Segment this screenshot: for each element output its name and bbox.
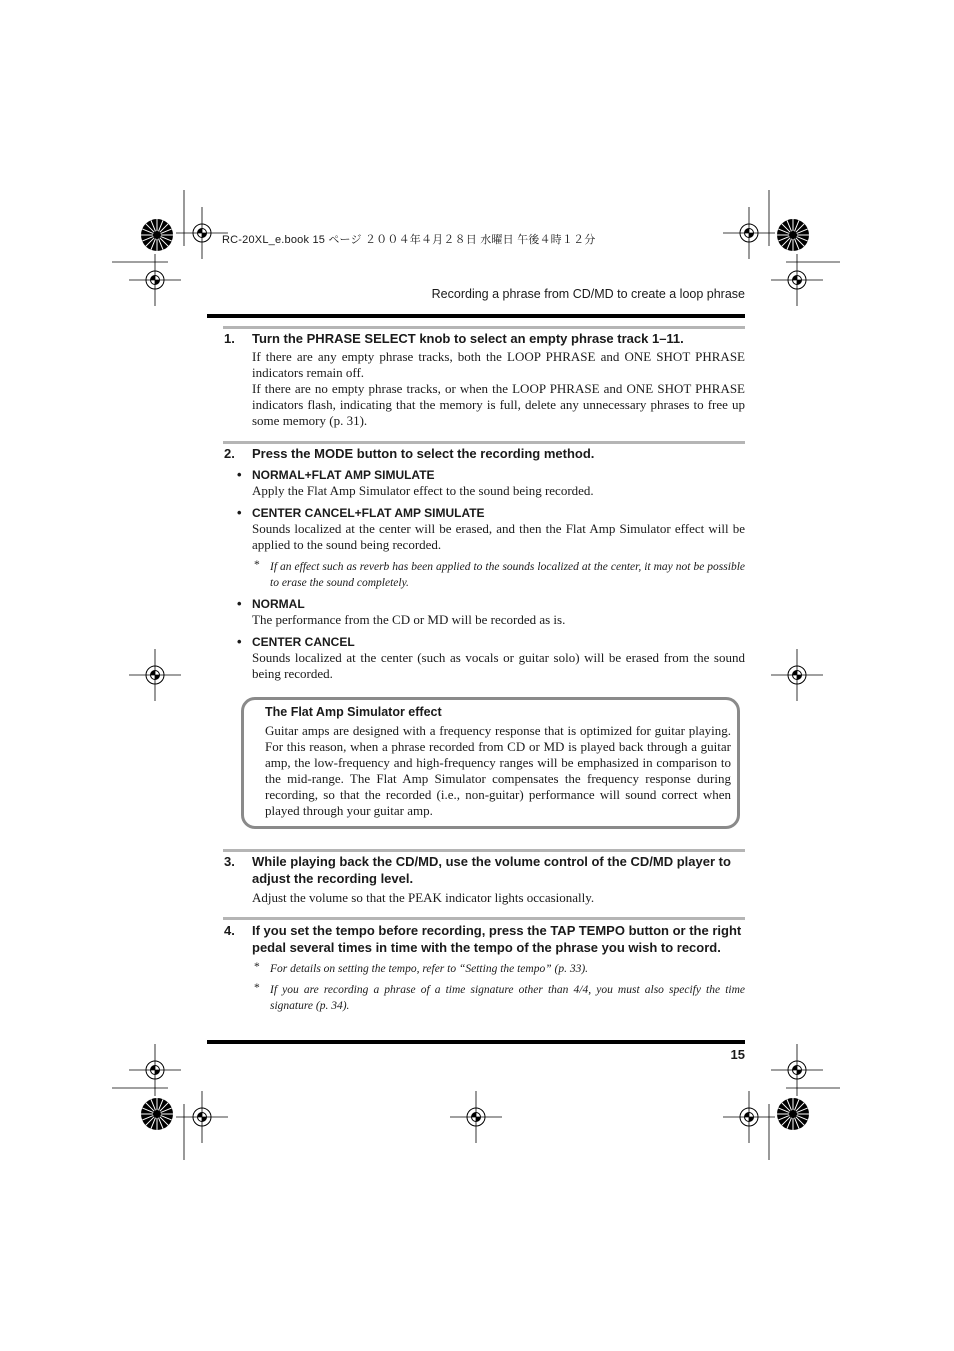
note-text: For details on setting the tempo, refer to “Setting the tempo” (p. 33). [270, 963, 589, 975]
running-head: Recording a phrase from CD/MD to create a loop phrase [431, 287, 745, 301]
option-description: Apply the Flat Amp Simulator effect to the sound being recorded. [252, 483, 594, 498]
step-separator [223, 441, 745, 444]
step-title: Press the MODE button to select the recording method. [252, 446, 595, 461]
bottom-rule [207, 1040, 745, 1044]
top-rule [207, 314, 745, 318]
option-name: CENTER CANCEL [252, 635, 355, 649]
bullet-icon: • [237, 596, 242, 611]
page-number: 15 [730, 1047, 745, 1062]
note-text: If an effect such as reverb has been applied to the sounds localized at the center, it may not be possible to erase the sound completely. [270, 561, 745, 589]
step-number: 4. [224, 923, 235, 938]
bullet-icon: • [237, 467, 242, 482]
step-title: While playing back the CD/MD, use the volume control of the CD/MD player to adjust the recording level. [252, 854, 731, 886]
callout-body: Guitar amps are designed with a frequency response that is optimized for guitar playing. For this reason, when a phrase recorded from CD or MD is played back through a guitar amp, the low-frequency and high-frequency ranges will be emphasized in comparison to the mid-range. The Flat Amp Simulator compensates the frequency response during recording, so that the recorded (i.e., non-guitar) performance will sound correct when played through your guitar amp. [265, 723, 731, 818]
step-title: Turn the PHRASE SELECT knob to select an empty phrase track 1–11. [252, 331, 684, 346]
step-body [252, 349, 745, 429]
option-name: NORMAL [252, 597, 305, 611]
step-separator [223, 917, 745, 920]
note-marker: * [254, 982, 260, 994]
note-marker: * [254, 961, 260, 973]
step-paragraph: If there are no empty phrase tracks, or when the LOOP PHRASE and ONE SHOT PHRASE indicators flash, indicating that the memory is full, delete any unnecessary phrases to free up some memory (p. 31). [252, 381, 745, 428]
crop-info-line: RC-20XL_e.book 15 ページ ２００４年４月２８日 水曜日 午後４時１２分 [222, 234, 596, 246]
note-marker: * [254, 559, 260, 571]
step-paragraph: If there are any empty phrase tracks, both the LOOP PHRASE and ONE SHOT PHRASE indicators remain off. [252, 349, 745, 380]
step-separator [223, 849, 745, 852]
option-description: Sounds localized at the center will be erased, and then the Flat Amp Simulator effect will be applied to the sound being recorded. [252, 521, 745, 552]
option-name: NORMAL+FLAT AMP SIMULATE [252, 468, 435, 482]
callout-title: The Flat Amp Simulator effect [265, 705, 442, 719]
bullet-icon: • [237, 634, 242, 649]
option-description: Sounds localized at the center (such as vocals or guitar solo) will be erased from the sound being recorded. [252, 650, 745, 681]
step-number: 3. [224, 854, 235, 869]
note-text: If you are recording a phrase of a time signature other than 4/4, you must also specify the time signature (p. 34). [270, 984, 745, 1012]
step-title: If you set the tempo before recording, press the TAP TEMPO button or the right pedal several times in time with the tempo of the phrase you wish to record. [252, 923, 742, 955]
step-paragraph: Adjust the volume so that the PEAK indicator lights occasionally. [252, 890, 595, 905]
option-description: The performance from the CD or MD will be recorded as is. [252, 612, 566, 627]
step-separator [223, 326, 745, 329]
option-name: CENTER CANCEL+FLAT AMP SIMULATE [252, 506, 485, 520]
bullet-icon: • [237, 505, 242, 520]
step-number: 2. [224, 446, 235, 461]
step-number: 1. [224, 331, 235, 346]
